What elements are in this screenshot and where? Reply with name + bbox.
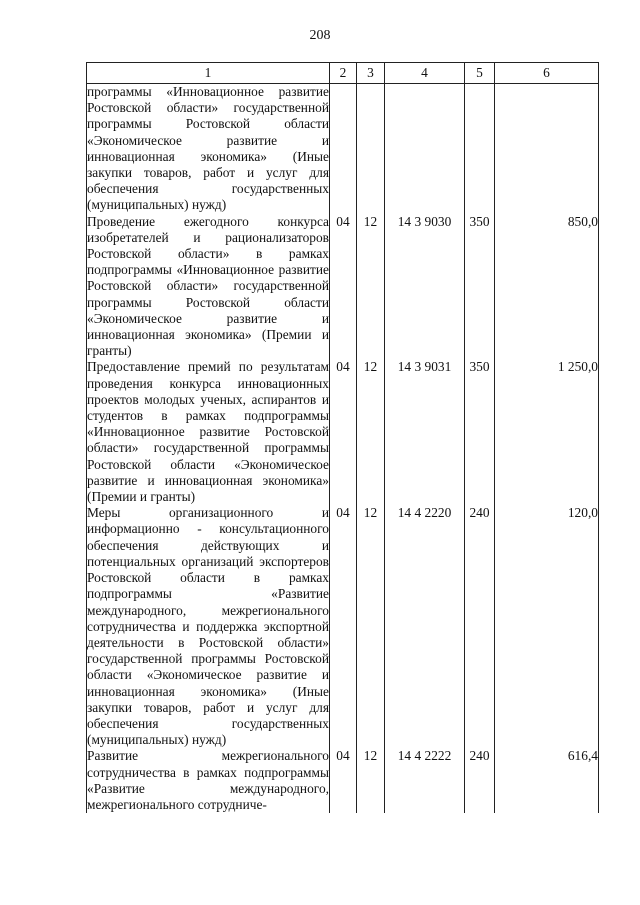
row-subsection bbox=[357, 84, 385, 214]
row-expense-type: 240 bbox=[465, 505, 495, 748]
row-section bbox=[330, 84, 357, 214]
row-amount: 850,0 bbox=[495, 214, 599, 360]
row-target-article: 14 4 2220 bbox=[385, 505, 465, 748]
row-section: 04 bbox=[330, 748, 357, 813]
row-amount: 120,0 bbox=[495, 505, 599, 748]
table-row bbox=[87, 748, 599, 813]
column-header-2: 2 bbox=[330, 63, 357, 84]
row-description: Предоставление премий по результатам проведения конкурса инновационных проектов молодых ученых, аспирантов и студентов в рамках подпрограммы «Инновационное развитие Ростовской области» государственной программы Ростовской области «Экономическое развитие и инновационная экономика» (Премии и гранты) bbox=[87, 359, 329, 505]
column-header-6: 6 bbox=[495, 63, 599, 84]
column-header-1: 1 bbox=[87, 63, 330, 84]
row-expense-type: 350 bbox=[465, 214, 495, 360]
table-row bbox=[87, 214, 599, 360]
table-header-row bbox=[87, 63, 599, 84]
row-description: Меры организационного и информационно - консультационного обеспечения действующих и потенциальных организаций экспортеров Ростовской области в рамках подпрограммы «Развитие международного, межрегионального сотрудничества и поддержка экспортной деятельности в Ростовской области» государственной программы Ростовской области «Экономическое развитие и инновационная экономика» (Иные закупки товаров, работ и услуг для обеспечения государственных (муниципальных) нужд) bbox=[87, 505, 329, 748]
row-description: Проведение ежегодного конкурса изобретателей и рационализаторов Ростовской области» в рамках подпрограммы «Инновационное развитие Ростовской области» государственной программы Ростовской области «Экономическое развитие и инновационная экономика» (Премии и гранты) bbox=[87, 213, 329, 359]
column-header-5: 5 bbox=[465, 63, 495, 84]
row-section: 04 bbox=[330, 214, 357, 360]
row-amount bbox=[495, 84, 599, 214]
row-amount: 616,4 bbox=[495, 748, 599, 813]
row-expense-type bbox=[465, 84, 495, 214]
budget-table bbox=[86, 62, 599, 813]
column-header-4: 4 bbox=[385, 63, 465, 84]
column-header-3: 3 bbox=[357, 63, 385, 84]
row-target-article bbox=[385, 84, 465, 214]
row-expense-type: 240 bbox=[465, 748, 495, 813]
row-target-article: 14 3 9030 bbox=[385, 214, 465, 360]
row-description: программы «Инновационное развитие Ростовской области» государственной программы Ростовской области «Экономическое развитие и инновационная экономика» (Иные закупки товаров, работ и услуг для обеспечения государственных (муниципальных) нужд) bbox=[87, 84, 329, 213]
table-row bbox=[87, 505, 599, 748]
table-row bbox=[87, 84, 599, 214]
row-subsection: 12 bbox=[357, 505, 385, 748]
row-subsection: 12 bbox=[357, 748, 385, 813]
row-amount: 1 250,0 bbox=[495, 359, 599, 505]
row-target-article: 14 4 2222 bbox=[385, 748, 465, 813]
row-target-article: 14 3 9031 bbox=[385, 359, 465, 505]
row-section: 04 bbox=[330, 359, 357, 505]
table-row bbox=[87, 359, 599, 505]
row-expense-type: 350 bbox=[465, 359, 495, 505]
row-subsection: 12 bbox=[357, 359, 385, 505]
page-number: 208 bbox=[309, 28, 331, 43]
row-section: 04 bbox=[330, 505, 357, 748]
row-subsection: 12 bbox=[357, 214, 385, 360]
row-description: Развитие межрегионального сотрудничества в рамках подпрограммы «Развитие международного, межрегионального сотрудниче- bbox=[87, 748, 329, 812]
